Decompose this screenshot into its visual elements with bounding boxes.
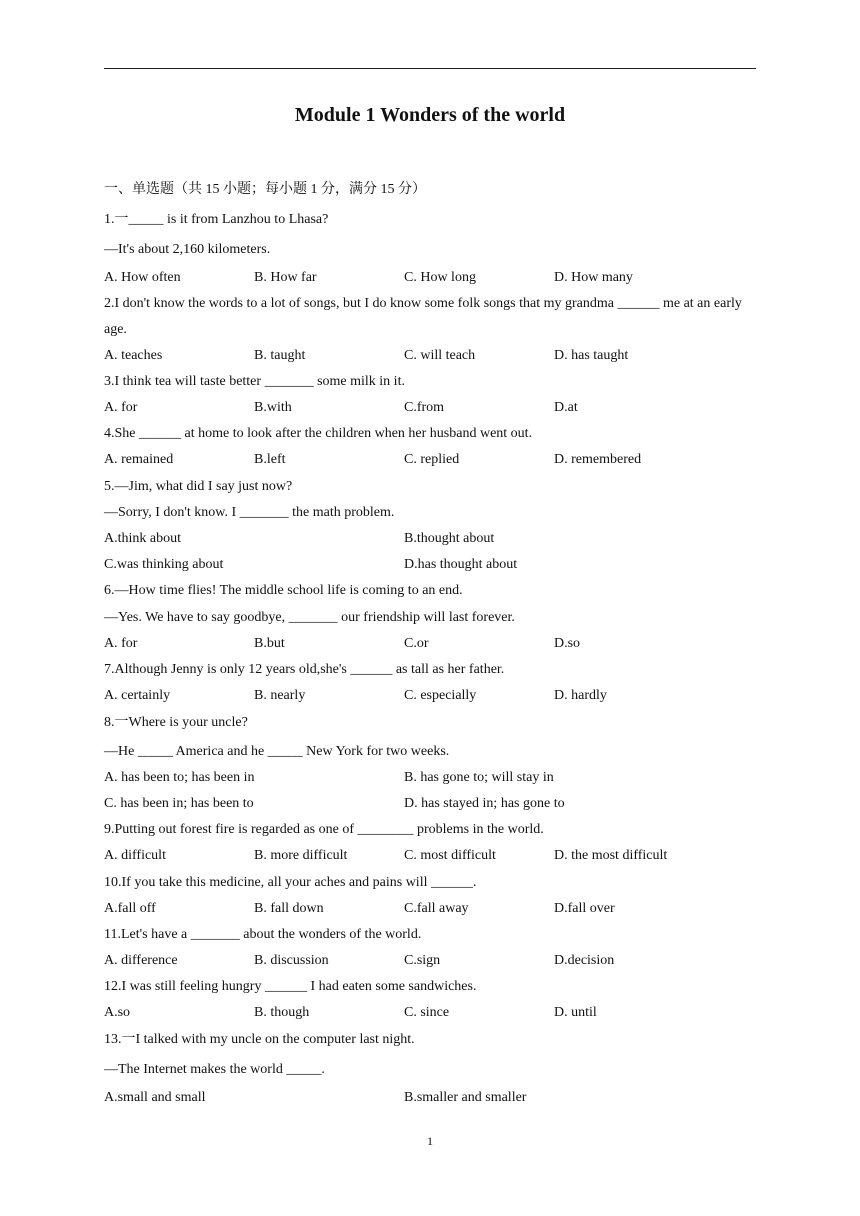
option-d[interactable]: D. hardly — [554, 688, 607, 703]
page-number: 1 — [427, 1134, 433, 1148]
option-d[interactable]: D. remembered — [554, 452, 642, 467]
question-5-line-1: 5.—Jim, what did I say just now? — [104, 479, 293, 494]
question-7-stem: 7.Although Jenny is only 12 years old,she's ______ as tall as her father. — [104, 662, 505, 677]
question-6-line-2: —Yes. We have to say goodbye, _______ our friendship will last forever. — [104, 610, 515, 625]
option-c[interactable]: C. most difficult — [404, 848, 496, 863]
option-b[interactable]: B. though — [254, 1005, 310, 1020]
option-c[interactable]: C.was thinking about — [104, 557, 224, 572]
option-b[interactable]: B. nearly — [254, 688, 306, 703]
option-d[interactable]: D.fall over — [554, 901, 615, 916]
question-2-stem: 2.I don't know the words to a lot of songs, but I do know some folk songs that my grandma ______ me at an early age. — [104, 296, 742, 337]
option-d[interactable]: D. has taught — [554, 348, 629, 363]
page-title: Module 1 Wonders of the world — [294, 104, 566, 126]
option-d[interactable]: D.decision — [554, 953, 615, 968]
question-13-line-2: —The Internet makes the world _____. — [104, 1062, 325, 1077]
option-d[interactable]: D. until — [554, 1005, 597, 1020]
header-rule — [104, 68, 756, 69]
option-d[interactable]: D.at — [554, 400, 578, 415]
option-b[interactable]: B. fall down — [254, 901, 324, 916]
option-d[interactable]: D. has stayed in; has gone to — [404, 796, 565, 811]
option-d[interactable]: D.so — [554, 636, 581, 651]
option-a[interactable]: A.so — [104, 1005, 131, 1020]
question-9-stem: 9.Putting out forest fire is regarded as one of ________ problems in the world. — [104, 822, 544, 837]
option-a[interactable]: A. certainly — [104, 688, 171, 703]
option-a[interactable]: A.small and small — [104, 1090, 206, 1105]
option-b[interactable]: B. How far — [254, 270, 317, 285]
question-4-stem: 4.She ______ at home to look after the children when her husband went out. — [104, 426, 533, 441]
option-b[interactable]: B.thought about — [404, 531, 495, 546]
question-10-stem: 10.If you take this medicine, all your aches and pains will ______. — [104, 875, 477, 890]
option-a[interactable]: A. teaches — [104, 348, 163, 363]
option-a[interactable]: A. difference — [104, 953, 178, 968]
option-a[interactable]: A.think about — [104, 531, 181, 546]
question-8-line-2: —He _____ America and he _____ New York for two weeks. — [104, 744, 450, 759]
option-c[interactable]: C.or — [404, 636, 429, 651]
option-b[interactable]: B.but — [254, 636, 285, 651]
option-c[interactable]: C. especially — [404, 688, 477, 703]
option-b[interactable]: B.left — [254, 452, 286, 467]
question-5-line-2: —Sorry, I don't know. I _______ the math problem. — [104, 505, 395, 520]
option-b[interactable]: B. has gone to; will stay in — [404, 770, 554, 785]
option-c[interactable]: C.fall away — [404, 901, 469, 916]
option-a[interactable]: A. for — [104, 636, 138, 651]
option-c[interactable]: C.from — [404, 400, 445, 415]
question-6-line-1: 6.—How time flies! The middle school life is coming to an end. — [104, 583, 463, 598]
option-d[interactable]: D. the most difficult — [554, 848, 668, 863]
question-3-stem: 3.I think tea will taste better _______ some milk in it. — [104, 374, 405, 389]
question-1-line-1: 1.一_____ is it from Lanzhou to Lhasa? — [104, 212, 329, 227]
option-c[interactable]: C. How long — [404, 270, 476, 285]
option-b[interactable]: B. discussion — [254, 953, 329, 968]
option-a[interactable]: A.fall off — [104, 901, 156, 916]
option-a[interactable]: A. has been to; has been in — [104, 770, 255, 785]
section-heading: 一、单选题（共 15 小题；每小题 1 分，满分 15 分） — [104, 182, 426, 197]
option-c[interactable]: C. since — [404, 1005, 450, 1020]
option-c[interactable]: C.sign — [404, 953, 441, 968]
option-d[interactable]: D.has thought about — [404, 557, 518, 572]
option-c[interactable]: C. replied — [404, 452, 460, 467]
question-13-line-1: 13.一I talked with my uncle on the computer last night. — [104, 1032, 415, 1047]
question-11-stem: 11.Let's have a _______ about the wonders of the world. — [104, 927, 422, 942]
option-c[interactable]: C. has been in; has been to — [104, 796, 254, 811]
option-b[interactable]: B.with — [254, 400, 292, 415]
option-b[interactable]: B. taught — [254, 348, 306, 363]
option-a[interactable]: A. for — [104, 400, 138, 415]
question-12-stem: 12.I was still feeling hungry ______ I had eaten some sandwiches. — [104, 979, 477, 994]
option-a[interactable]: A. How often — [104, 270, 181, 285]
option-b[interactable]: B.smaller and smaller — [404, 1090, 527, 1105]
question-1-line-2: —It's about 2,160 kilometers. — [104, 242, 271, 257]
option-d[interactable]: D. How many — [554, 270, 633, 285]
option-a[interactable]: A. difficult — [104, 848, 166, 863]
option-b[interactable]: B. more difficult — [254, 848, 348, 863]
option-a[interactable]: A. remained — [104, 452, 174, 467]
option-c[interactable]: C. will teach — [404, 348, 476, 363]
question-8-line-1: 8.一Where is your uncle? — [104, 715, 248, 730]
